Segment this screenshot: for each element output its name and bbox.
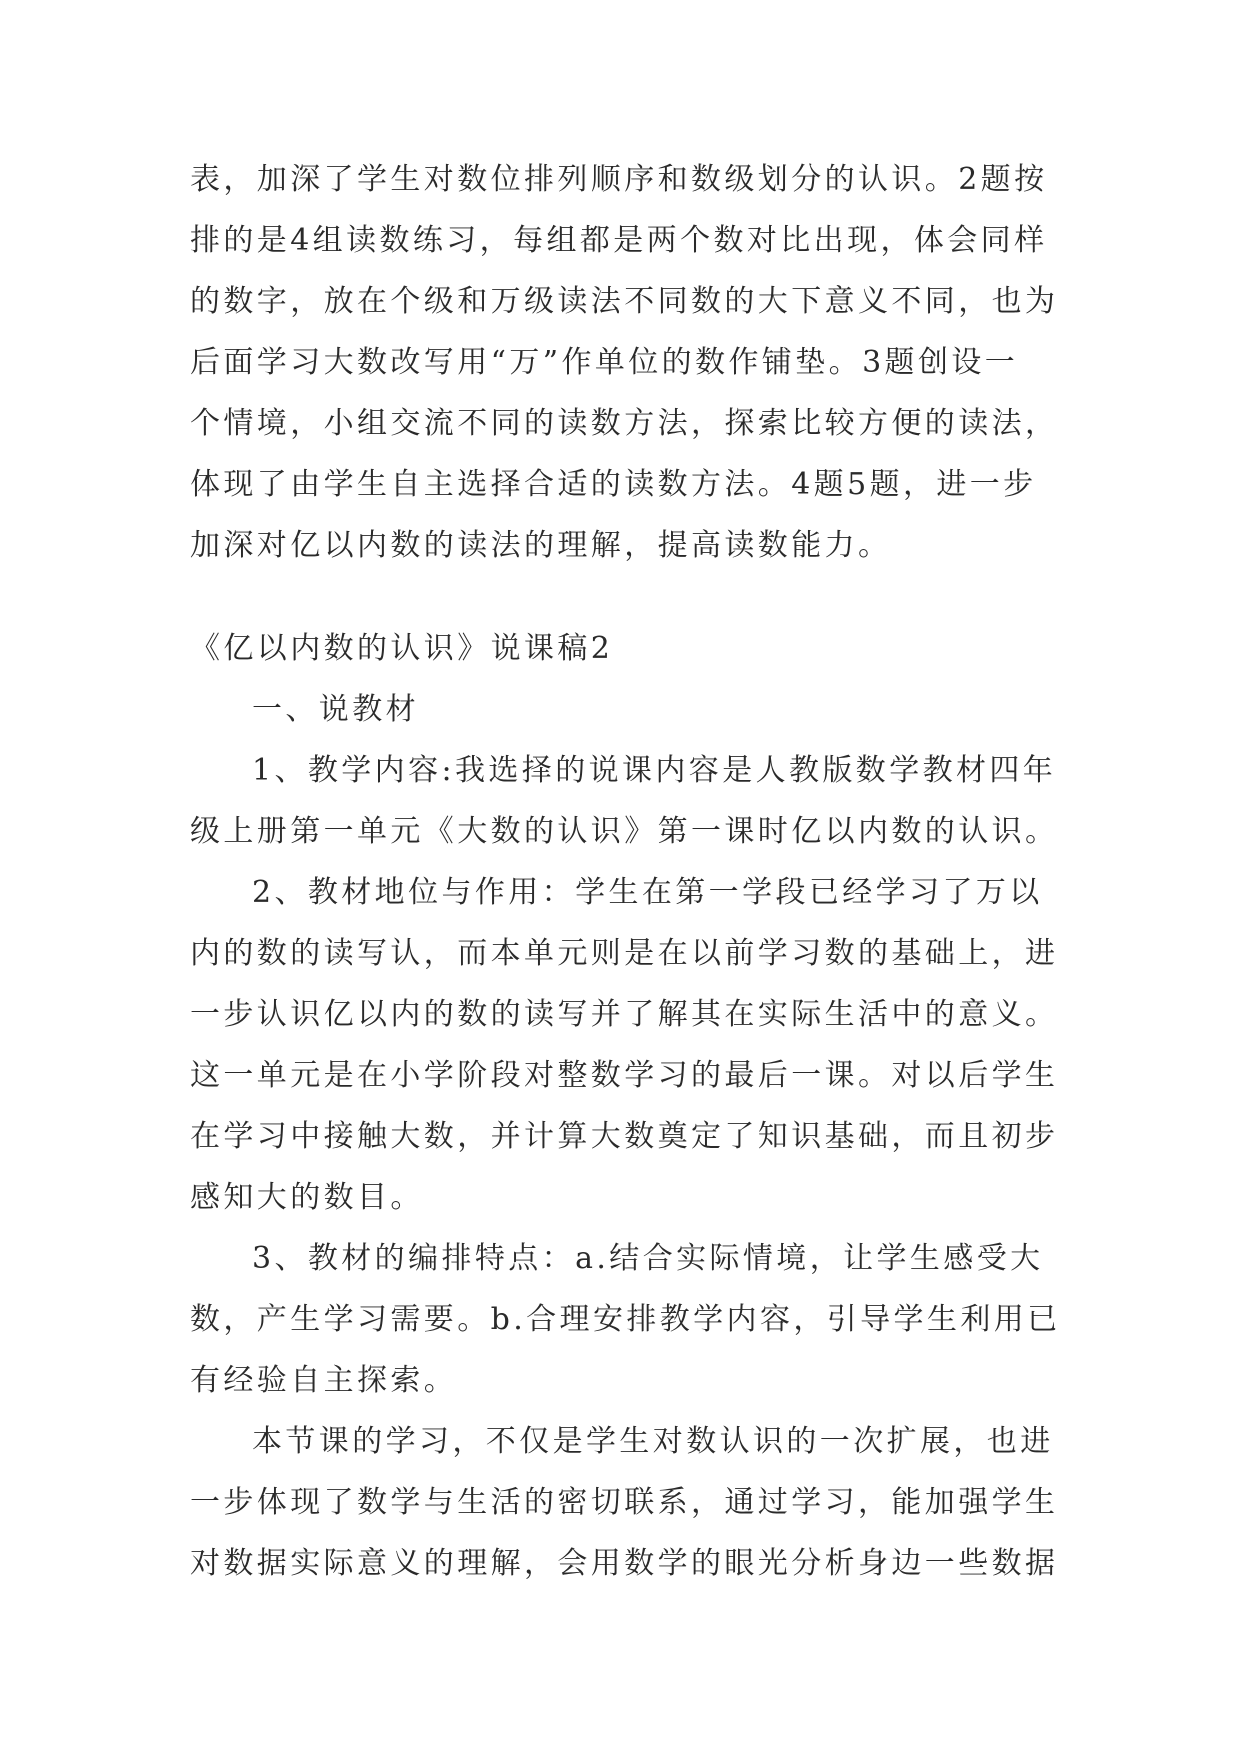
text-line: 个情境，小组交流不同的读数方法，探索比较方便的读法， xyxy=(190,406,1059,441)
text-line: 级上册第一单元《大数的认识》第一课时亿以内数的认识。 xyxy=(190,814,1059,849)
text-line: 对数据实际意义的理解，会用数学的眼光分析身边一些数据 xyxy=(190,1546,1059,1581)
text-line: 排的是4组读数练习，每组都是两个数对比出现，体会同样 xyxy=(190,223,1048,258)
text-line: 本节课的学习，不仅是学生对数认识的一次扩展，也进 xyxy=(252,1424,1054,1459)
text-line: 内的数的读写认，而本单元则是在以前学习数的基础上，进 xyxy=(190,936,1059,971)
text-line: 数，产生学习需要。b.合理安排教学内容，引导学生利用已 xyxy=(190,1302,1061,1337)
text-line: 2、教材地位与作用：学生在第一学段已经学习了万以 xyxy=(252,875,1043,910)
text-line: 后面学习大数改写用“万”作单位的数作铺垫。3题创设一 xyxy=(190,345,1019,380)
text-line: 加深对亿以内数的读法的理解，提高读数能力。 xyxy=(190,528,892,563)
section-title: 《亿以内数的认识》说课稿2 xyxy=(190,631,614,666)
text-line: 的数字，放在个级和万级读法不同数的大下意义不同，也为 xyxy=(190,284,1059,319)
text-line: 体现了由学生自主选择合适的读数方法。4题5题，进一步 xyxy=(190,467,1037,502)
section-heading: 一、说教材 xyxy=(252,692,419,727)
text-line: 3、教材的编排特点：a.结合实际情境，让学生感受大 xyxy=(252,1241,1044,1276)
text-line: 1、教学内容:我选择的说课内容是人教版数学教材四年 xyxy=(252,753,1057,788)
text-line: 有经验自主探索。 xyxy=(190,1363,458,1398)
text-line: 表，加深了学生对数位排列顺序和数级划分的认识。2题按 xyxy=(190,162,1048,197)
text-line: 一步体现了数学与生活的密切联系，通过学习，能加强学生 xyxy=(190,1485,1059,1520)
text-line: 这一单元是在小学阶段对整数学习的最后一课。对以后学生 xyxy=(190,1058,1059,1093)
text-line: 感知大的数目。 xyxy=(190,1180,424,1215)
text-line: 一步认识亿以内的数的读写并了解其在实际生活中的意义。 xyxy=(190,997,1059,1032)
text-line: 在学习中接触大数，并计算大数奠定了知识基础，而且初步 xyxy=(190,1119,1059,1154)
